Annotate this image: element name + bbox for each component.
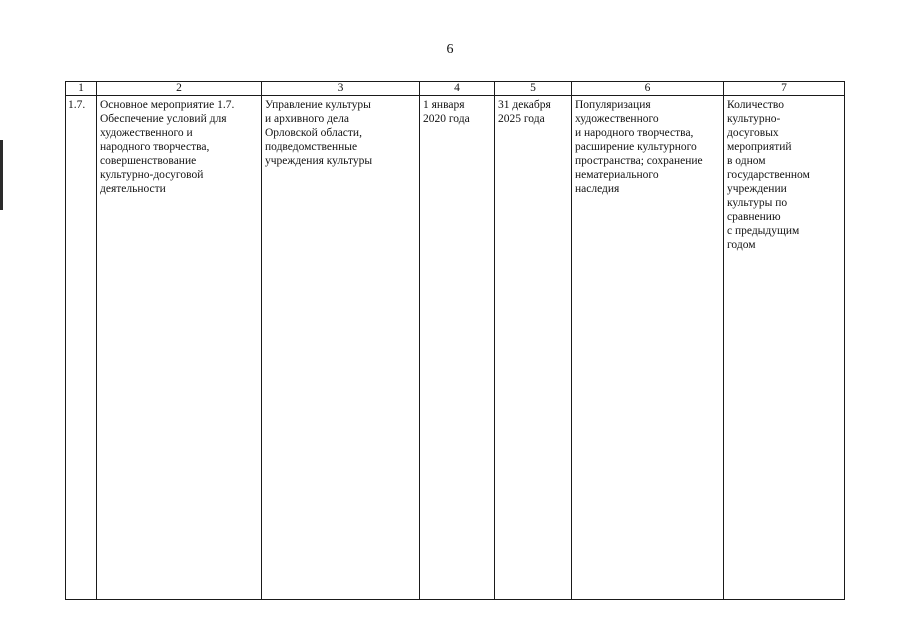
result-cell [572, 96, 724, 600]
table-row [66, 96, 845, 600]
cell-text-line: государственном [727, 169, 810, 181]
cell-text-line: 1 января [423, 99, 465, 111]
cell-text-line: художественного [575, 113, 659, 125]
cell-text-line: расширение культурного [575, 141, 697, 153]
cell-text-line: мероприятий [727, 141, 792, 153]
cell-text-line: художественного и [100, 127, 193, 139]
cell-text-line: учреждении [727, 183, 787, 195]
cell-text-line: Основное мероприятие 1.7. [100, 99, 235, 111]
column-header-2: 2 [97, 82, 262, 96]
cell-text-line: с предыдущим [727, 225, 800, 237]
indicator-cell [724, 96, 845, 600]
row-number: 1.7. [68, 99, 86, 111]
event-cell [97, 96, 262, 600]
header-row [66, 82, 845, 96]
cell-text-line: культурно-досуговой [100, 169, 204, 181]
table-header [66, 82, 845, 96]
cell-text-line: учреждения культуры [265, 155, 373, 167]
cell-text-line: и архивного дела [265, 113, 349, 125]
cell-text-line: Популяризация [575, 99, 651, 111]
cell-text-line: деятельности [100, 183, 166, 195]
column-header-5: 5 [495, 82, 572, 96]
cell-text-line: годом [727, 239, 756, 251]
cell-text-line: досуговых [727, 127, 779, 139]
page-number: 6 [446, 42, 454, 57]
column-header-3: 3 [262, 82, 420, 96]
cell-text-line: подведомственные [265, 141, 358, 153]
cell-text-line: в одном [727, 155, 766, 167]
cell-text-line: 2020 года [423, 113, 470, 125]
column-header-4: 4 [420, 82, 495, 96]
cell-text-line: наследия [575, 183, 620, 195]
cell-text-line: совершенствование [100, 155, 197, 167]
cell-text-line: культуры по [727, 197, 788, 209]
cell-text-line: 2025 года [498, 113, 545, 125]
table-body [66, 96, 845, 600]
cell-text-line: Количество [727, 99, 784, 111]
cell-text-line: культурно- [727, 113, 781, 125]
program-table [65, 81, 845, 600]
column-header-1: 1 [66, 82, 97, 96]
start-date-cell [420, 96, 495, 600]
column-header-6: 6 [572, 82, 724, 96]
cell-text-line: народного творчества, [100, 141, 210, 153]
cell-text-line: Обеспечение условий для [100, 113, 227, 125]
cell-text-line: нематериального [575, 169, 659, 181]
cell-text-line: сравнению [727, 211, 781, 223]
scan-edge-mark [0, 140, 3, 210]
cell-text-line: и народного творчества, [575, 127, 694, 139]
column-header-7: 7 [724, 82, 845, 96]
end-date-cell [495, 96, 572, 600]
cell-text-line: пространства; сохранение [575, 155, 703, 167]
cell-text-line: Орловской области, [265, 127, 362, 139]
executor-cell [262, 96, 420, 600]
row-number-cell [66, 96, 97, 600]
cell-text-line: 31 декабря [498, 99, 551, 111]
cell-text-line: Управление культуры [265, 99, 371, 111]
